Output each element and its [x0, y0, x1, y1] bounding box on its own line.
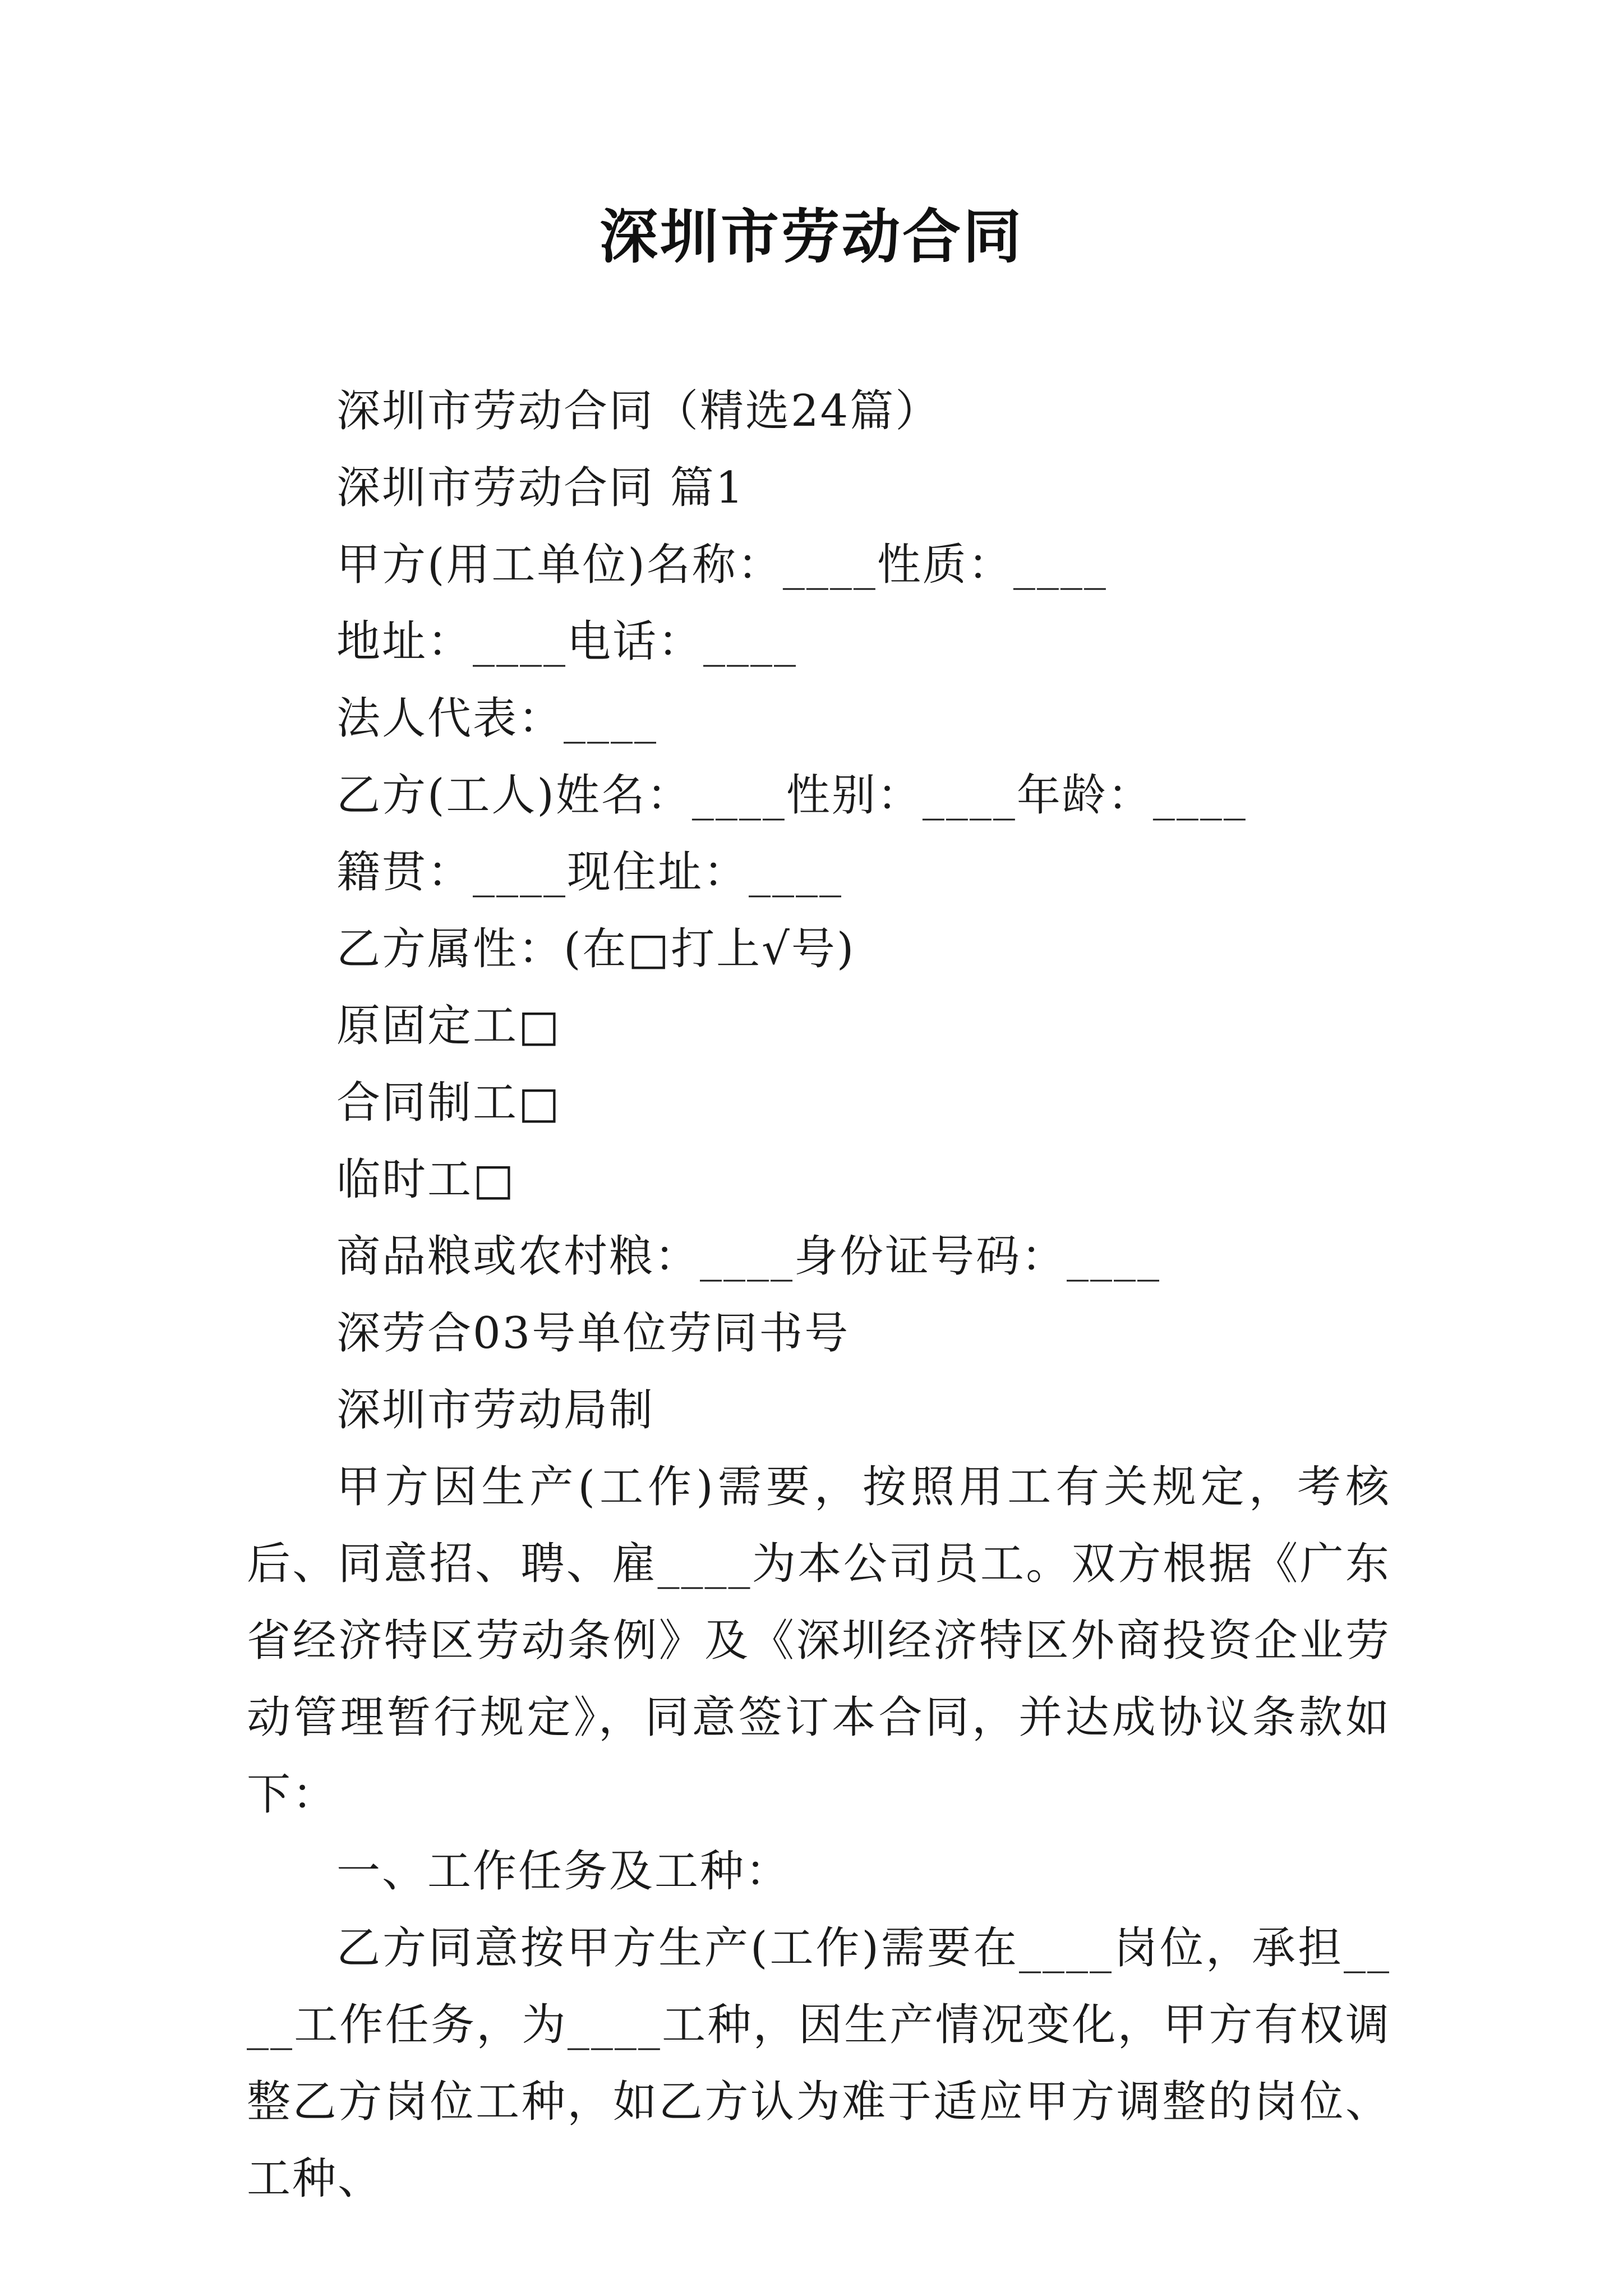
document-body [247, 373, 1391, 2217]
party-b-info-line: 乙方(工人)姓名：____性别：____年龄：____ [336, 770, 1247, 821]
party-b-attribute-line: 乙方属性：(在□打上√号) [336, 924, 856, 974]
document-title: 深圳市劳动合同 [599, 202, 1023, 271]
section-heading: 深圳市劳动合同 篇1 [336, 463, 745, 513]
checkbox-fixed-worker: 原固定工□ [336, 1001, 561, 1051]
subtitle-line: 深圳市劳动合同（精选24篇） [336, 386, 941, 436]
grain-id-line: 商品粮或农村粮：____身份证号码：____ [336, 1231, 1161, 1282]
legal-representative-line: 法人代表：____ [336, 693, 658, 744]
party-a-name-line: 甲方(用工单位)名称：____性质：____ [336, 540, 1108, 590]
address-phone-line: 地址：____电话：____ [336, 616, 798, 667]
checkbox-temporary-worker: 临时工□ [336, 1154, 516, 1205]
clause-paragraph: 乙方同意按甲方生产(工作)需要在____岗位，承担____工作任务，为____工种，因生产情况变化，甲方有权调整乙方岗位工种，如乙方认为难于适应甲方调整的岗位、工种、 [247, 1923, 1391, 2204]
checkbox-contract-worker: 合同制工□ [336, 1078, 561, 1128]
origin-address-line: 籍贯：____现住址：____ [336, 847, 843, 898]
intro-paragraph: 甲方因生产(工作)需要，按照用工有关规定，考核后、同意招、聘、雇____为本公司员工。双方根据《广东省经济特区劳动条例》及《深圳经济特区外商投资企业劳动管理暂行规定》，同意签订本合同，并达成协议条款如下： [247, 1462, 1391, 1820]
issuer-line: 深圳市劳动局制 [336, 1385, 655, 1435]
clause-heading: 一、工作任务及工种： [336, 1846, 791, 1897]
contract-number-line: 深劳合03号单位劳同书号 [336, 1308, 850, 1359]
